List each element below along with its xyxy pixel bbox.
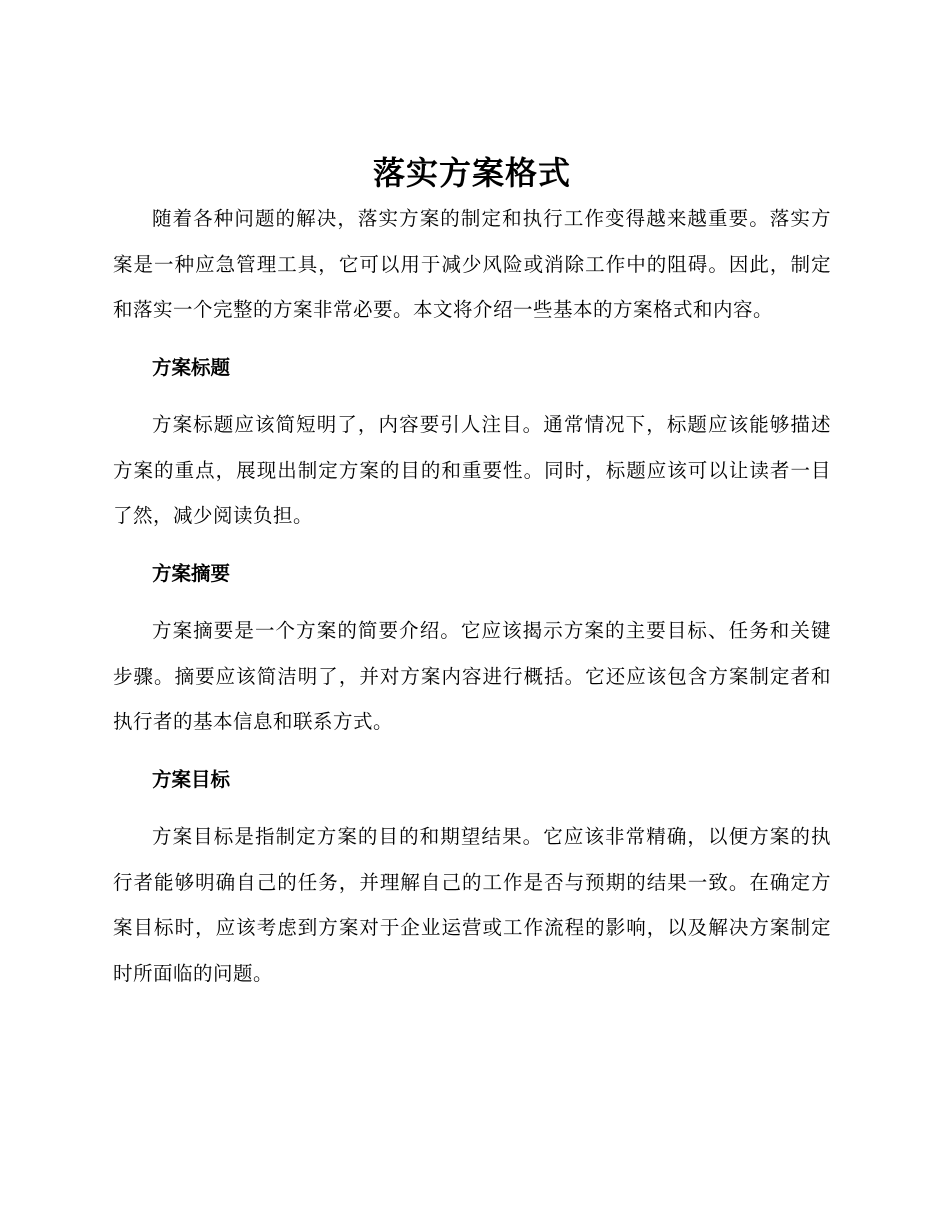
section-heading-title: 方案标题: [152, 355, 231, 379]
section-body-goals: 方案目标是指制定方案的目的和期望结果。它应该非常精确，以便方案的执行者能够明确自己的任务，并理解自己的工作是否与预期的结果一致。在确定方案目标时，应该考虑到方案对于企业运营或工作流程的影响，以及解决方案制定时所面临的问题。: [113, 825, 831, 985]
section-heading-summary: 方案摘要: [152, 561, 231, 585]
section-body-title: 方案标题应该简短明了，内容要引人注目。通常情况下，标题应该能够描述方案的重点，展现出制定方案的目的和重要性。同时，标题应该可以让读者一目了然，减少阅读负担。: [113, 413, 831, 527]
document-title: 落实方案格式: [372, 154, 571, 192]
section-body-summary: 方案摘要是一个方案的简要介绍。它应该揭示方案的主要目标、任务和关键步骤。摘要应该简洁明了，并对方案内容进行概括。它还应该包含方案制定者和执行者的基本信息和联系方式。: [113, 619, 831, 733]
document-page: [113, 150, 831, 996]
section-heading-goals: 方案目标: [152, 767, 231, 791]
intro-paragraph: 随着各种问题的解决，落实方案的制定和执行工作变得越来越重要。落实方案是一种应急管理工具，它可以用于减少风险或消除工作中的阻碍。因此，制定和落实一个完整的方案非常必要。本文将介绍一些基本的方案格式和内容。: [113, 207, 831, 321]
